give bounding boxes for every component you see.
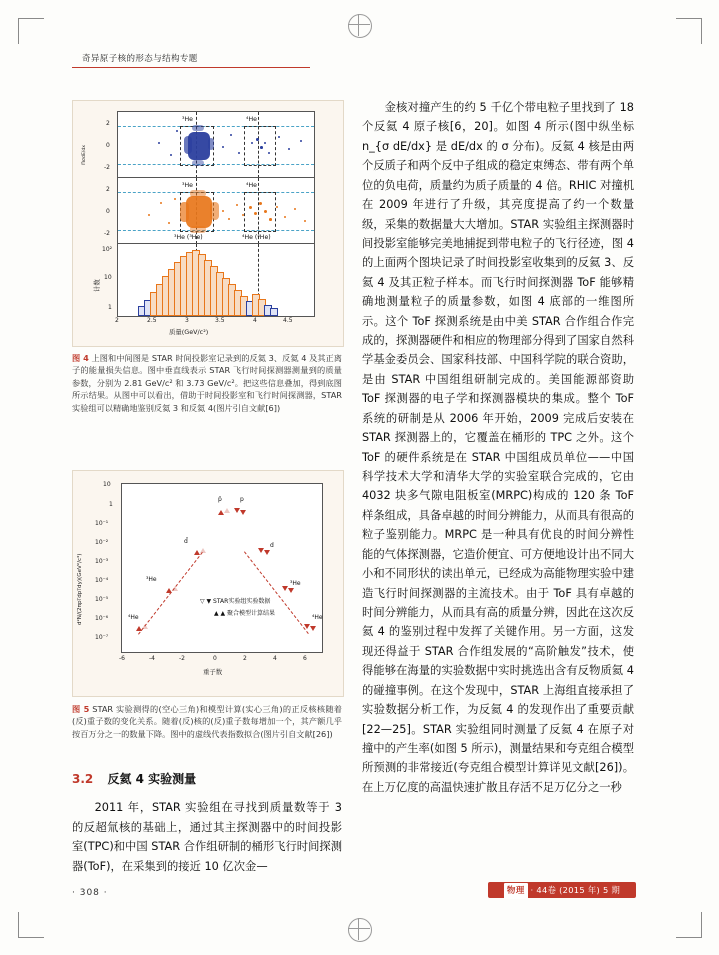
- figure-4-plot: nσdE/dx ³He ⁴He 2 0 -2 ³He ⁴He 2 0 -2 ³He (³He) ⁴He (⁴He) 10² 10 1 计数 2 2.5 3 3.5 4 4.5 质量(GeV/c²): [81, 109, 335, 338]
- right-column-paragraph: 金核对撞产生的约 5 千亿个带电粒子里找到了 18 个反氦 4 原子核[6，20]。如图 4 所示(图中纵坐标 n_{σ dE/dx} 是 dE/dx 的 σ 分布)。反氦 4 核是由两个反质子和两个反中子组成的稳定束缚态、带有两个单位的负电荷，质量约为质子质量的 4 倍。RHIC 对撞机在 2009 年进行了升级，其亮度提高了约一个数量级，采集的数据量大大增加。STAR 实验组主探测器时间投影室能够完美地捕捉到带电粒子的飞行径迹，图 4 的上面两个图块记录了时间投影室收集到的反氦 3、反氦 4 及其正粒子样本。而飞行时间探测器 ToF 能够精确地测量粒子的质量参数，如图 4 底部的一维图所示。这个 ToF 探测系统是由中美 STAR 合作组合作完成的，探测器硬件和相应的物理部分得到了国家自然科学基金委员会、国家科技部、中国科学院的联合资助，是由 STAR 中国组组研制完成的。美国能源部资助 ToF 探测器的电子学和探测器模块的集成。整个 ToF 系统的研制是从 2006 年开始，2009 完成后安装在 STAR 探测器上的，它覆盖在桶形的 TPC 之外。这个 ToF 的硬件系统是在 STAR 中国组成员单位——中国科学技术大学和清华大学的实验室联合完成的，它由 4032 块多气隙电阻板室(MRPC)构成的 120 条 ToF 样条组成，具备卓越的时间分辨能力，从而具有很高的粒子鉴别能力。MRPC 是一种具有优良的时间分辨性能的气体探测器，它造价便宜、可方便地设计出不同大小和不同形状的读出单元，已经成为高能物理实验中建造飞行时间探测器的主流技术。由于 ToF 具有卓越的时间分辨能力，从而具有高的质量分辨，因此在这次反氦 4 的鉴别过程中发挥了关键作用。另一方面，这发现还得益于 STAR 合作组发展的“高阶触发”技术，使得能够在海量的实验数据中实时挑选出含有反物质氦 4 的碰撞事例。在这个发现中，STAR 上海组直接承担了实验数据分析工作，为反氦 4 的发现作出了重要贡献[22—25]。STAR 实验组同时测量了反氦 4 在原子对撞中的产生率(如图 5 所示)，测量结果和夸克组合模型所预测的非常接近(夸克组合模型计算详见文献[26])。在上万亿度的高温快速扩散且存活不足万亿分之一秒: [362, 101, 634, 794]
- registration-circle-top: [348, 14, 372, 38]
- figure-5: [72, 470, 344, 697]
- running-header: [72, 52, 310, 68]
- fig5-x-axis-label: 重子数: [203, 668, 223, 676]
- fig4-panel-bottom: ³He (³He) ⁴He (⁴He) 10² 10 1 计数: [117, 243, 315, 317]
- figure-5-caption-label: 图 5: [72, 704, 90, 714]
- figure-5-plot: d²N/(2πpTdpTdy)(GeV²/c³) p̄ p d̄ d ³He ³He ⁴He ⁴He ▽ ▼ STAR实验组实验数据 ▲ ▲ 聚合模型计算结果 10 1 10⁻¹ 10⁻² 10⁻³ 10⁻⁴ 10⁻⁵ 10⁻⁶ 10⁻⁷ -6 -4 -2 0 2 4 6 重子数: [77, 481, 323, 676]
- fig4-x-axis-label: 质量(GeV/c²): [169, 328, 209, 336]
- fig5-y-axis-label: d²N/(2πpTdpTdy)(GeV²/c³): [77, 553, 83, 625]
- journal-logo: 物理: [504, 883, 528, 899]
- figure-4: [72, 100, 344, 347]
- fig4-panel-top: ³He ⁴He 2 0 -2: [117, 111, 315, 179]
- fig5-legend-line-1: ▽ ▼ STAR实验组实验数据: [200, 598, 271, 605]
- fig4-y-axis-label: nσdE/dx: [79, 145, 87, 165]
- figure-4-caption-text: 上图和中间图是 STAR 时间投影室记录到的反氦 3、反氦 4 及其正离子的能量损失信息。图中垂直线表示 STAR 飞行时间探测器测量到的质量参数，分别为 2.81 GeV/c² 和 3.73 GeV/c²。把这些信息叠加，得到底图所示结果。从图中可以看出，借助于时间投影室和飞行时间探测器，STAR 实验组可以精确地鉴别反氦 3 和反氦 4(图片引自文献[6]): [72, 353, 342, 413]
- fig5-legend-line-2: ▲ ▲ 聚合模型计算结果: [214, 610, 276, 617]
- fig5-axes: p̄ p d̄ d ³He ³He ⁴He ⁴He ▽ ▼ STAR实验组实验数据 ▲ ▲ 聚合模型计算结果: [121, 483, 323, 653]
- fig4-count-axis-label: 计数: [93, 279, 101, 292]
- section-number: 3.2: [72, 772, 94, 786]
- figure-4-caption: [72, 352, 342, 414]
- section-heading: [72, 770, 342, 787]
- figure-5-caption: [72, 703, 342, 740]
- journal-footer: [488, 882, 636, 898]
- running-title: 奇异原子核的形态与结构专题: [82, 54, 198, 64]
- left-column-paragraph: 2011 年，STAR 实验组在寻找到质量数等于 3 的反超氚核的基础上，通过其主探测器中的时间投影室(TPC)和中国 STAR 合作组研制的桶形飞行时间探测器(ToF)，在采集到的接近 10 亿次金—: [72, 801, 342, 873]
- section-title: 反氦 4 实验测量: [107, 772, 197, 786]
- fig4-panel-middle: ³He ⁴He 2 0 -2: [117, 177, 315, 245]
- figure-4-caption-label: 图 4: [72, 353, 89, 363]
- registration-circle-bottom: [348, 918, 372, 942]
- figure-5-caption-text: STAR 实验测得的(空心三角)和模型计算(实心三角)的正反核核随着(反)重子数的变化关系。随着(反)核的(反)重子数每增加一个，其产额几乎按百万分之一的数量下降。图中的虚线代表指数拟合(图片引自文献[26]): [72, 704, 342, 739]
- page-number: · 308 ·: [72, 888, 108, 898]
- journal-issue: · 44卷 (2015 年) 5 期: [530, 885, 621, 895]
